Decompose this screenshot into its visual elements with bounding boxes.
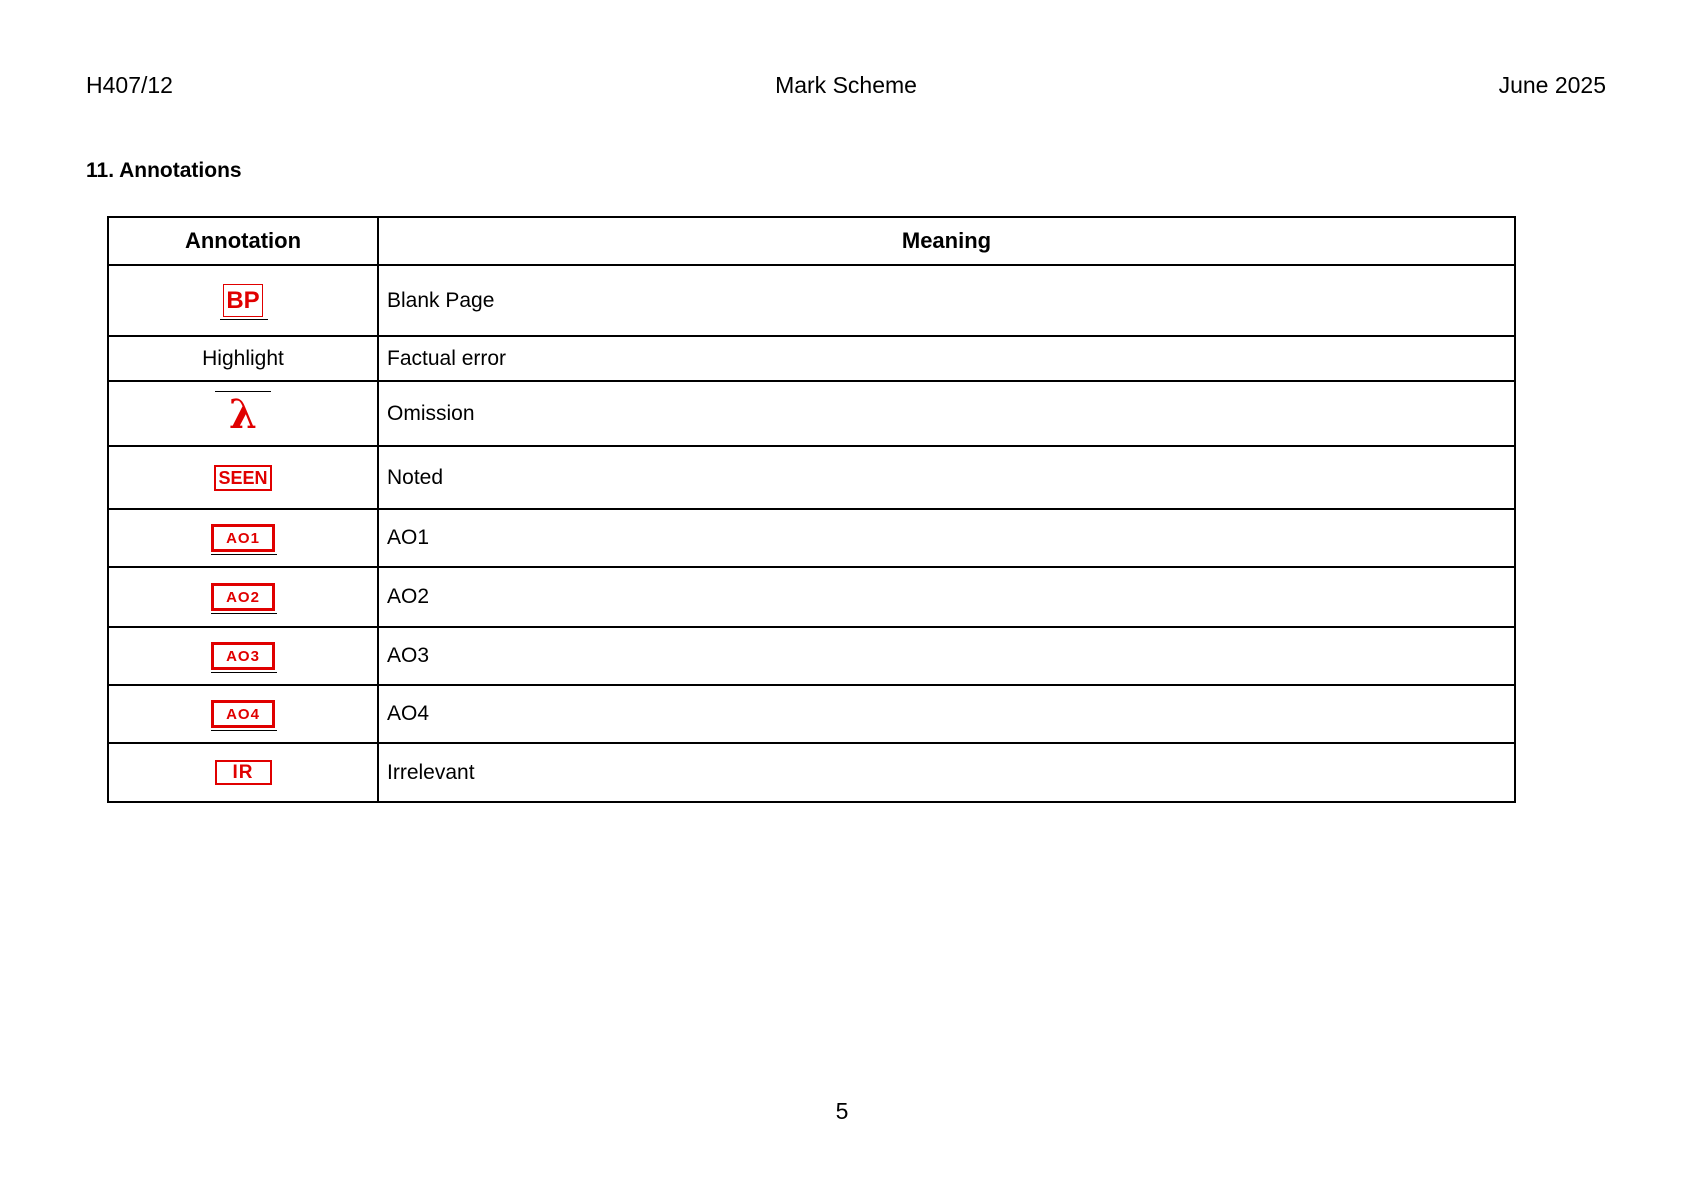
table-row xyxy=(108,627,1515,685)
meaning-cell: AO3 xyxy=(378,627,1515,685)
table-row xyxy=(108,336,1515,381)
ao1-stamp-icon: AO1 xyxy=(211,524,275,552)
meaning-cell: AO2 xyxy=(378,567,1515,627)
ao2-stamp-icon: AO2 xyxy=(211,583,275,611)
table-row xyxy=(108,567,1515,627)
column-header-meaning: Meaning xyxy=(378,217,1515,265)
table-row xyxy=(108,743,1515,802)
meaning-cell: AO1 xyxy=(378,509,1515,567)
exam-date: June 2025 xyxy=(1498,72,1606,98)
meaning-cell: AO4 xyxy=(378,685,1515,743)
meaning-cell: Factual error xyxy=(378,336,1515,381)
table-row xyxy=(108,265,1515,336)
omission-caret-icon xyxy=(228,390,258,438)
annotation-cell xyxy=(108,685,378,743)
table-header-row xyxy=(108,217,1515,265)
meaning-cell: Noted xyxy=(378,446,1515,509)
table-row xyxy=(108,509,1515,567)
meaning-cell: Omission xyxy=(378,381,1515,446)
document-title: Mark Scheme xyxy=(775,72,917,98)
page-number: 5 xyxy=(835,1098,849,1124)
annotation-cell: Highlight xyxy=(108,336,378,381)
meaning-cell: Blank Page xyxy=(378,265,1515,336)
ao4-stamp-icon: AO4 xyxy=(211,700,275,728)
annotation-cell xyxy=(108,446,378,509)
column-header-annotation: Annotation xyxy=(108,217,378,265)
paper-code: H407/12 xyxy=(86,72,173,98)
page-header xyxy=(86,72,1606,102)
meaning-cell: Irrelevant xyxy=(378,743,1515,802)
annotation-cell xyxy=(108,265,378,336)
table-row xyxy=(108,381,1515,446)
annotation-cell xyxy=(108,743,378,802)
annotations-table xyxy=(107,216,1516,803)
table-row xyxy=(108,685,1515,743)
annotation-cell xyxy=(108,509,378,567)
blank-page-stamp-icon: BP xyxy=(223,284,262,317)
section-title: 11. Annotations xyxy=(86,159,242,182)
annotation-cell xyxy=(108,381,378,446)
ao3-stamp-icon: AO3 xyxy=(211,642,275,670)
annotation-cell xyxy=(108,567,378,627)
irrelevant-stamp-icon: IR xyxy=(215,760,272,785)
seen-stamp-icon: SEEN xyxy=(214,465,271,491)
lambda-glyph: λ xyxy=(228,390,258,438)
annotation-cell xyxy=(108,627,378,685)
table-row xyxy=(108,446,1515,509)
